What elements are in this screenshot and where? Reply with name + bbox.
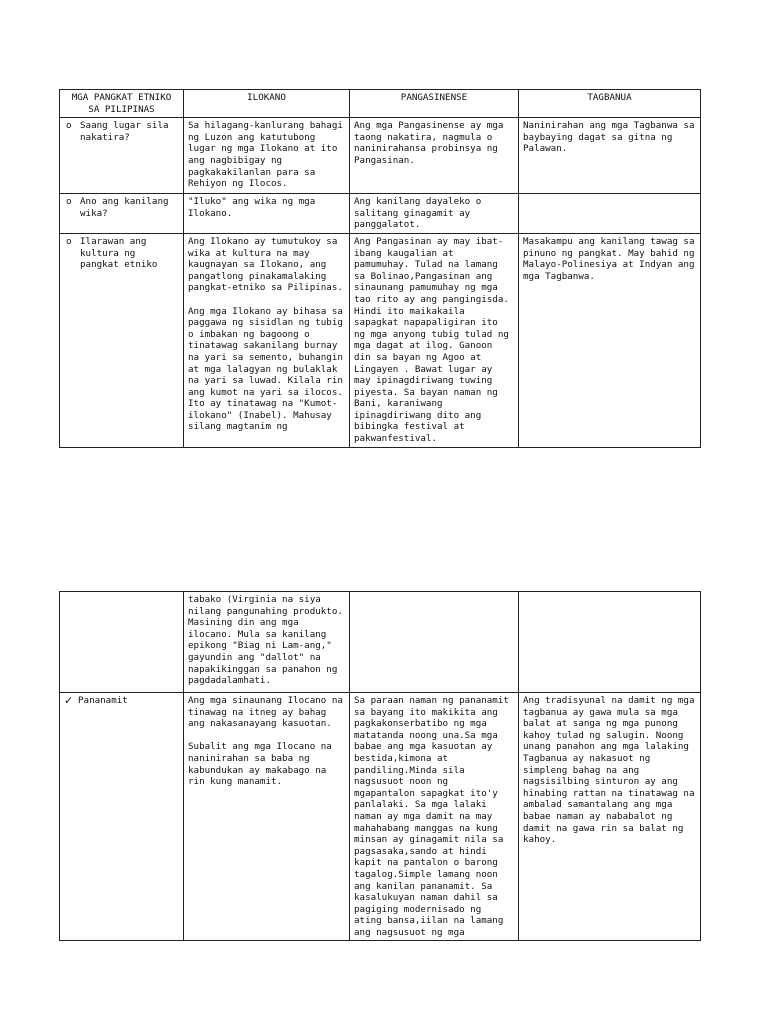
cell-paragraph: Ang tradisyunal na damit ng mga tagbanua ay gawa mula sa mga balat at sanga ng mga punong kahoy tulad ng salugin. Noong unang panahon ang mga lalaking Tagbanua ay nakasuot ng simpleng bahag na ang nagsisilbing sinturon ay ang hinabing rattan na tinatawag na ambalad samantalang ang mga babae naman ay nababalot ng damit na gawa rin sa balat ng kahoy. (523, 695, 695, 846)
header-ethnic-groups: MGA PANGKAT ETNIKO SA PILIPINAS (60, 90, 184, 118)
tagbanua-cell (519, 592, 701, 693)
cell-paragraph: Ang mga Pangasinense ay mga taong nakatira, nagmula o naninirahansa probinsya ng Pangasinan. (354, 120, 504, 166)
question-cell (60, 118, 184, 194)
ethnic-groups-table-page-1 (59, 89, 701, 448)
cell-paragraph: Ang Pangasinan ay may ibat-ibang kaugalian at pamumuhay. Tulad na lamang sa Bolinao,Pangasinan ang sinaunang pamumuhay ng mga tao rito ay ang pangingisda. Hindi ito maikakaila sapagkat napapaligiran ito ng mga anyong tubig tulad ng mga dagat at ilog. Ganoon din sa bayan ng Agoo at Lingayen . Bawat lugar ay may ipinagdiriwang tuwing piyesta. Sa bayan naman ng Bani, karaniwang ipinagdiriwang dito ang bibingka festival at pakwanfestival. (354, 235, 509, 445)
bullet-icon: o (66, 235, 72, 247)
pangasinense-cell (350, 194, 519, 234)
bullet-icon: o (66, 196, 72, 208)
question-text: Ilarawan ang kultura ng pangkat etniko (80, 235, 158, 271)
table-row-clothing (60, 693, 701, 941)
ilokano-cell (184, 693, 350, 941)
question-cell (60, 233, 184, 447)
cell-paragraph: Ang mga sinaunang Ilocano na tinawag na itneg ay bahag ang nakasanayang kasuotan. (188, 695, 343, 730)
question-text: Pananamit (78, 695, 128, 706)
question-text: Saang lugar sila nakatira? (80, 120, 169, 143)
table-row-language (60, 194, 701, 234)
question-cell (60, 693, 184, 941)
cell-paragraph: Naninirahan ang mga Tagbanwa sa baybaying dagat sa gitna ng Palawan. (523, 120, 695, 155)
pangasinense-cell (350, 233, 519, 447)
pangasinense-cell (350, 118, 519, 194)
ilokano-cell (184, 194, 350, 234)
cell-paragraph: Ang mga Ilokano ay bihasa sa paggawa ng sisidlan ng tubig o imbakan ng bagoong o tinatawag sakanilang burnay na yari sa semento, buhangin at mga lalagyan ng bulaklak na yari sa luwad. Kilala rin ang kumot na yari sa ilocos. Ito ay tinatawag na "Kumot-ilokano" (Inabel). Mahusay silang magtanim ng (188, 305, 343, 433)
cell-paragraph: Ang kanilang dayaleko o salitang ginagamit ay panggalatot. (354, 196, 482, 231)
header-ilokano: ILOKANO (184, 90, 350, 118)
tagbanua-cell (519, 194, 701, 234)
tagbanua-cell (519, 118, 701, 194)
pangasinense-cell (350, 592, 519, 693)
table-row-location (60, 118, 701, 194)
question-cell (60, 194, 184, 234)
question-cell (60, 592, 184, 693)
bullet-icon: o (66, 120, 72, 132)
pangasinense-cell (350, 693, 519, 941)
header-pangasinense: PANGASINENSE (350, 90, 519, 118)
ilokano-cell (184, 118, 350, 194)
cell-paragraph: "Iluko" ang wika ng mga Ilokano. (188, 196, 316, 219)
cell-paragraph: Subalit ang mga Ilocano na naninirahan sa baba ng kabundukan ay makabago na rin kung manamit. (188, 741, 332, 788)
table-row-culture-continued (60, 592, 701, 693)
ilokano-cell (184, 592, 350, 693)
question-text: Ano ang kanilang wika? (80, 196, 169, 219)
ethnic-groups-table-page-2 (59, 591, 701, 941)
cell-paragraph: Masakampu ang kanilang tawag sa pinuno ng pangkat. May bahid ng Malayo-Polinesiya at Indyan ang mga Tagbanwa. (523, 235, 695, 282)
cell-paragraph: Ang Ilokano ay tumutukoy sa wika at kultura na may kaugnayan sa Ilokano, ang pangatlong pinakamalaking pangkat-etniko sa Pilipinas. (188, 235, 343, 294)
checkmark-icon: ✓ (64, 694, 74, 707)
table-row-culture (60, 233, 701, 447)
cell-paragraph: Sa hilagang-kanlurang bahagi ng Luzon ang katutubong lugar ng mga Ilokano at ito ang nagbibigay ng pagkakakilanlan para sa Rehiyon ng Ilocos. (188, 120, 343, 190)
ilokano-cell (184, 233, 350, 447)
header-tagbanua: TAGBANUA (519, 90, 701, 118)
table-header-row (60, 90, 701, 118)
cell-paragraph: Sa paraan naman ng pananamit sa bayang ito makikita ang pagkakonserbatibo ng mga matatanda noong una.Sa mga babae ang mga kasuotan ay bestida,kimona at pandiling.Minda sila nagsusuot noon ng mgapantalon sapagkat ito'y panlalaki. Sa mga lalaki naman ay mga damit na may mahahabang manggas na kung minsan ay ginagamit nila sa pagsasaka,sando at hindi kapit na pantalon o barong tagalog.Simple lamang noon ang kanilan pananamit. Sa kasalukuyan naman dahil sa pagiging modernisado ng ating bansa,iilan na lamang ang nagsusuot ng mga (354, 695, 509, 938)
tagbanua-cell (519, 233, 701, 447)
tagbanua-cell (519, 693, 701, 941)
cell-paragraph: tabako (Virginia na siya nilang pangunahing produkto. Masining din ang mga ilocano. Mula sa kanilang epikong "Biag ni Lam-ang," gayundin ang "dallot" na napakikinggan sa panahon ng pagdadalamhati. (188, 594, 343, 687)
